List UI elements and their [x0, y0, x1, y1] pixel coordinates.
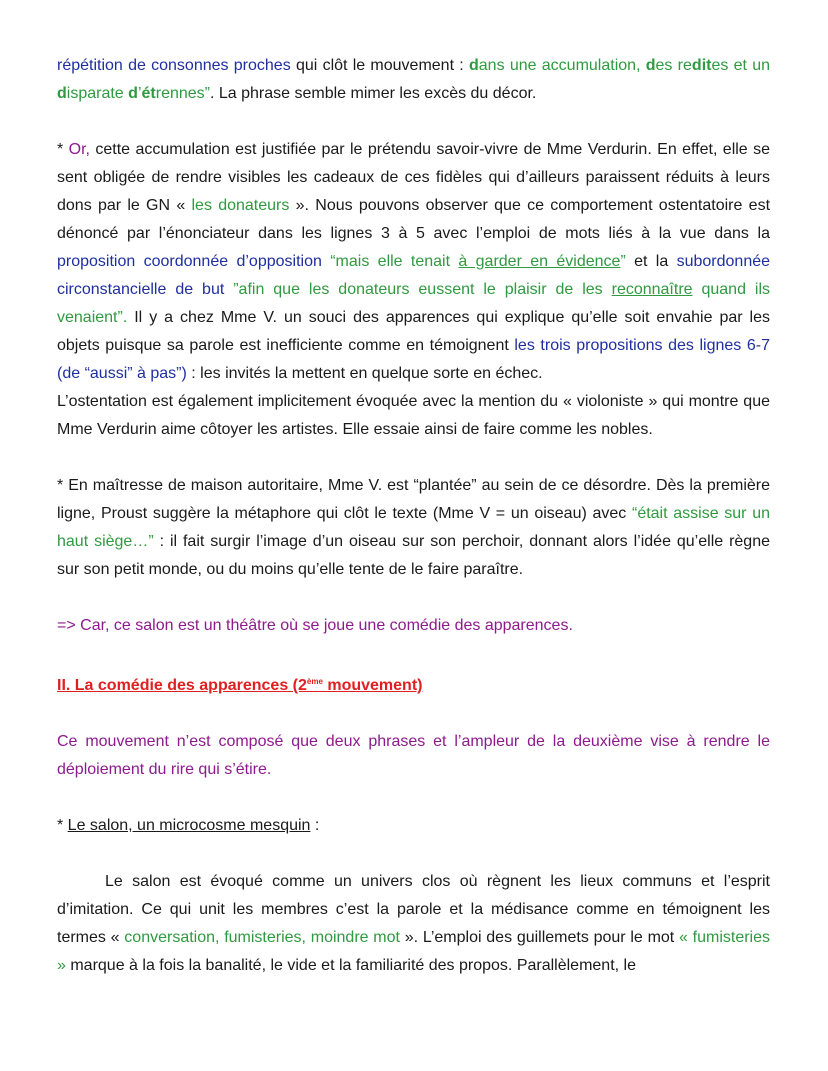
paragraph-4: * En maîtresse de maison autoritaire, Mme V. est “plantée” au sein de ce désordre. Dès la première ligne, Proust suggère la métaphore qui clôt le texte (Mme V = un oiseau) avec “était assise sur un haut siège…” : il fait surgir l’image d’un oiseau sur son perchoir, donnant alors l’idée qu’elle règne sur son petit monde, ou du moins qu’elle tente de le faire paraître. [57, 477, 771, 578]
paragraph-intro: Ce mouvement n’est composé que deux phrases et l’ampleur de la deuxième vise à rendre le déploiement du rire qui s’étire. [57, 733, 770, 778]
section-heading: II. La comédie des apparences (2ème mouvement) [57, 677, 423, 694]
document-page [57, 52, 770, 980]
paragraph-3: L’ostentation est également implicitement évoquée avec la mention du « violoniste » qui montre que Mme Verdurin aime côtoyer les artistes. Elle essaie ainsi de faire comme les nobles. [57, 393, 770, 438]
subheading: * Le salon, un microcosme mesquin : [57, 817, 320, 834]
paragraph-salon: Le salon est évoqué comme un univers clos où règnent les lieux communs et l’esprit d’imitation. Ce qui unit les membres c’est la parole et la médisance comme en témoignent les termes « conversation, fumisteries, moindre mot ». L’emploi des guillemets pour le mot « fumisteries » marque à la fois la banalité, le vide et la familiarité des propos. Parallèlement, le [57, 873, 770, 974]
paragraph-transition: => Car, ce salon est un théâtre où se joue une comédie des apparences. [57, 617, 573, 634]
paragraph-1: répétition de consonnes proches qui clôt le mouvement : dans une accumulation, des redites et un disparate d’étrennes”. La phrase semble mimer les excès du décor. [57, 57, 771, 102]
paragraph-2: * Or, cette accumulation est justifiée par le prétendu savoir-vivre de Mme Verdurin. En effet, elle se sent obligée de rendre visibles les cadeaux de ces fidèles qui d’ailleurs paraissent réduits à leurs dons par le GN « les donateurs ». Nous pouvons observer que ce comportement ostentatoire est dénoncé par l’énonciateur dans les lignes 3 à 5 avec l’emploi de mots liés à la vue dans la proposition coordonnée d’opposition “mais elle tenait à garder en évidence” et la subordonnée circonstancielle de but ”afin que les donateurs eussent le plaisir de les reconnaître quand ils venaient”. Il y a chez Mme V. un souci des apparences qui explique qu’elle soit envahie par les objets puisque sa parole est inefficiente comme en témoignent les trois propositions des lignes 6-7 (de “aussi” à pas”) : les invités la mettent en quelque sorte en échec. [57, 141, 771, 382]
